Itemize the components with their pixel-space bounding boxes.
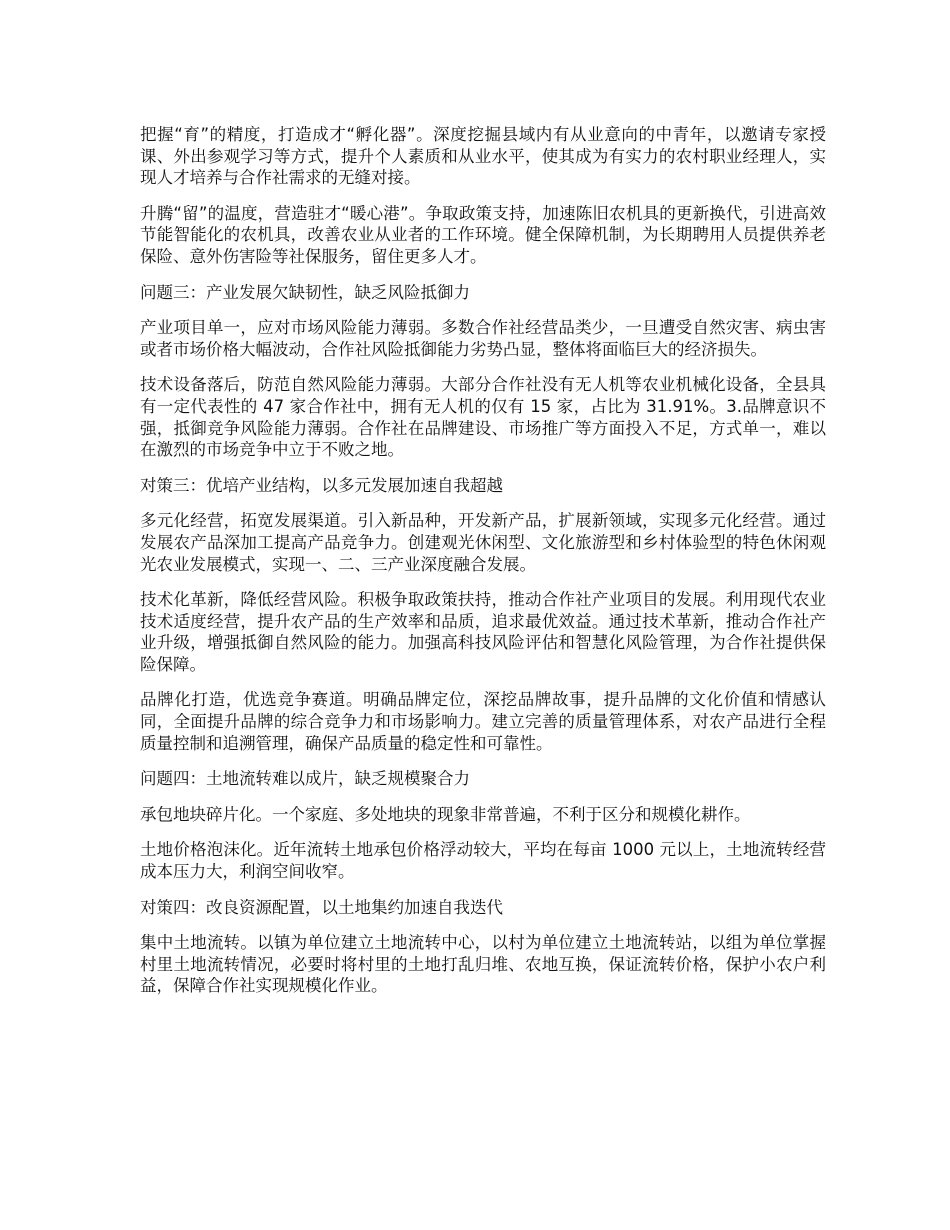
paragraph-technology: 技术化革新，降低经营风险。积极争取政策扶持，推动合作社产业项目的发展。利用现代农业技术适度经营，提升农产品的生产效率和品质，追求最优效益。通过技术革新，推动合作社产业升级，增强抵御自然风险的能力。加强高科技风险评估和智慧化风险管理，为合作社提供保险保障。: [140, 590, 826, 674]
paragraph-diversification: 多元化经营，拓宽发展渠道。引入新品种，开发新产品，扩展新领域，实现多元化经营。通过发展农产品深加工提高产品竞争力。创建观光休闲型、文化旅游型和乡村体验型的特色休闲观光农业发展模式，实现一、二、三产业深度融合发展。: [140, 511, 826, 574]
paragraph-talent-training: 把握“育”的精度，打造成才“孵化器”。深度挖掘县域内有从业意向的中青年，以邀请专家授课、外出参观学习等方式，提升个人素质和从业水平，使其成为有实力的农村职业经理人，实现人才培养与合作社需求的无缝对接。: [140, 125, 826, 188]
paragraph-outdated-equipment: 技术设备落后，防范自然风险能力薄弱。大部分合作社没有无人机等农业机械化设备，全县具有一定代表性的 47 家合作社中，拥有无人机的仅有 15 家，占比为 31.91%。3.品牌意识不强，抵御竞争风险能力薄弱。合作社在品牌建设、市场推广等方面投入不足，方式单一，难以在激烈的市场竞争中立于不败之地。: [140, 375, 826, 460]
paragraph-single-industry: 产业项目单一，应对市场风险能力薄弱。多数合作社经营品类少，一旦遭受自然灾害、病虫害或者市场价格大幅波动，合作社风险抵御能力劣势凸显，整体将面临巨大的经济损失。: [140, 318, 826, 359]
paragraph-branding: 品牌化打造，优选竞争赛道。明确品牌定位，深挖品牌故事，提升品牌的文化价值和情感认同，全面提升品牌的综合竞争力和市场影响力。建立完善的质量管理体系，对农产品进行全程质量控制和追溯管理，确保产品质量的稳定性和可靠性。: [140, 690, 826, 753]
paragraph-land-transfer: 集中土地流转。以镇为单位建立土地流转中心，以村为单位建立土地流转站，以组为单位掌握村里土地流转情况，必要时将村里的土地打乱归堆、农地互换，保证流转价格，保护小农户利益，保障合作社实现规模化作业。: [140, 933, 826, 996]
document-page: [140, 124, 826, 1011]
paragraph-land-price: 土地价格泡沫化。近年流转土地承包价格浮动较大，平均在每亩 1000 元以上，土地流转经营成本压力大，利润空间收窄。: [140, 840, 826, 882]
heading-problem-three: 问题三：产业发展欠缺韧性，缺乏风险抵御力: [140, 282, 470, 302]
paragraph-talent-retention: 升腾“留”的温度，营造驻才“暖心港”。争取政策支持，加速陈旧农机具的更新换代，引进高效节能智能化的农机具，改善农业从业者的工作环境。健全保障机制，为长期聘用人员提供养老保险、意外伤害险等社保服务，留住更多人才。: [140, 203, 826, 266]
heading-strategy-four: 对策四：改良资源配置，以土地集约加速自我迭代: [140, 897, 503, 917]
heading-strategy-three: 对策三：优培产业结构，以多元发展加速自我超越: [140, 475, 503, 495]
paragraph-fragmented-plots: 承包地块碎片化。一个家庭、多处地块的现象非常普遍，不利于区分和规模化耕作。: [140, 804, 751, 824]
heading-problem-four: 问题四：土地流转难以成片，缺乏规模聚合力: [140, 769, 470, 789]
